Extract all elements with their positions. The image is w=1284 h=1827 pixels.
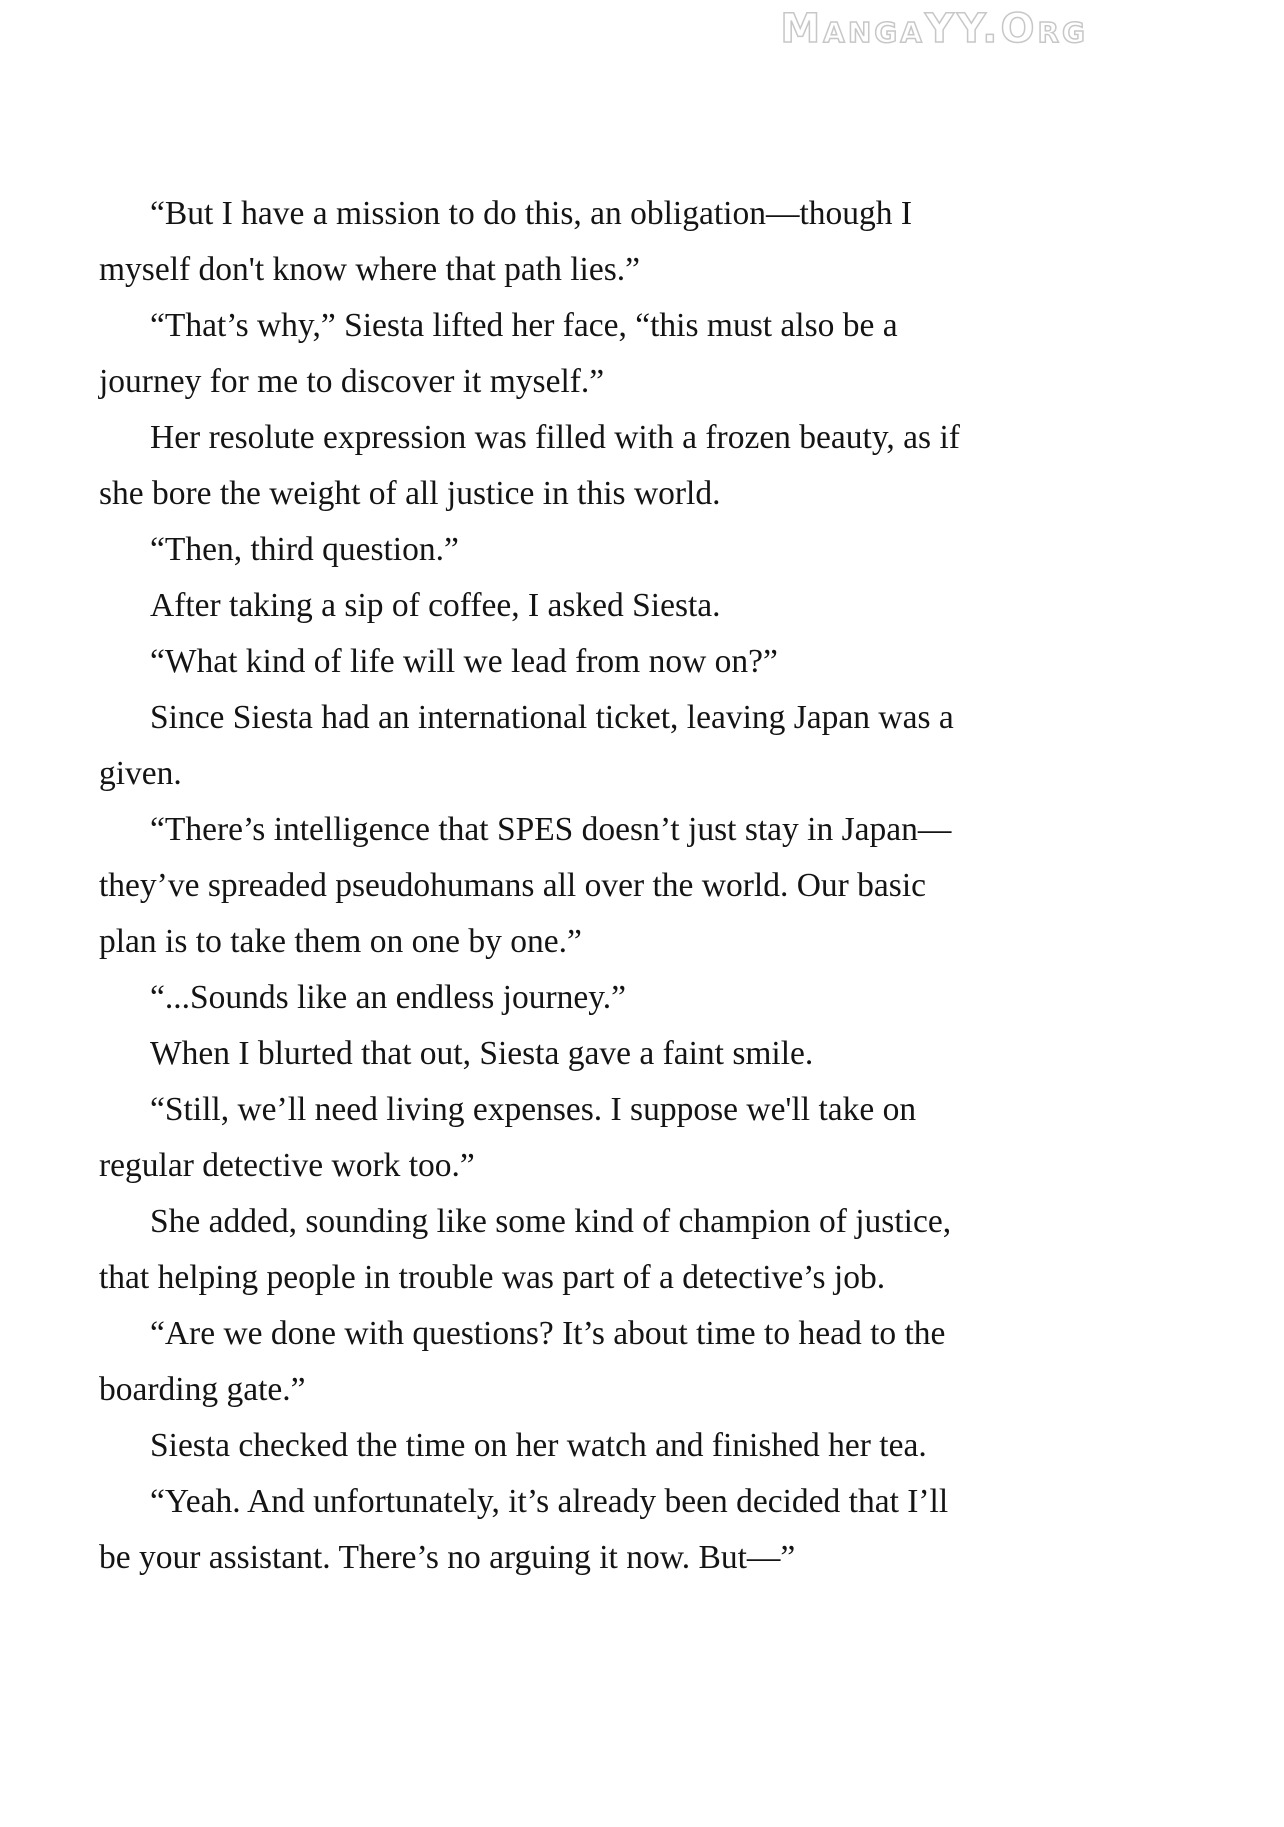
paragraph: When I blurted that out, Siesta gave a faint smile. <box>150 1035 814 1072</box>
paragraph: Siesta checked the time on her watch and finished her tea. <box>150 1427 927 1464</box>
paragraph: Since Siesta had an international ticket, leaving Japan was a given. <box>99 699 954 792</box>
novel-text-column <box>99 186 973 1586</box>
paragraph: “Still, we’ll need living expenses. I suppose we'll take on regular detective work too.” <box>99 1091 917 1184</box>
paragraph: “What kind of life will we lead from now on?” <box>150 643 778 680</box>
paragraph: She added, sounding like some kind of champion of justice, that helping people in trouble was part of a detective’s job. <box>99 1203 952 1296</box>
paragraph: “There’s intelligence that SPES doesn’t just stay in Japan—they’ve spreaded pseudohumans all over the world. Our basic plan is to take them on one by one.” <box>99 811 952 960</box>
paragraph: “Yeah. And unfortunately, it’s already been decided that I’ll be your assistant. There’s no arguing it now. But—” <box>99 1483 949 1576</box>
paragraph: After taking a sip of coffee, I asked Siesta. <box>150 587 721 624</box>
paragraph: “...Sounds like an endless journey.” <box>150 979 627 1016</box>
paragraph: “But I have a mission to do this, an obligation—though I myself don't know where that path lies.” <box>99 195 913 288</box>
paragraph: Her resolute expression was filled with a frozen beauty, as if she bore the weight of all justice in this world. <box>99 419 960 512</box>
paragraph: “Then, third question.” <box>150 531 459 568</box>
site-watermark: MangaYY.Org <box>780 6 1088 52</box>
paragraph: “Are we done with questions? It’s about time to head to the boarding gate.” <box>99 1315 946 1408</box>
paragraph: “That’s why,” Siesta lifted her face, “this must also be a journey for me to discover it myself.” <box>99 307 898 400</box>
